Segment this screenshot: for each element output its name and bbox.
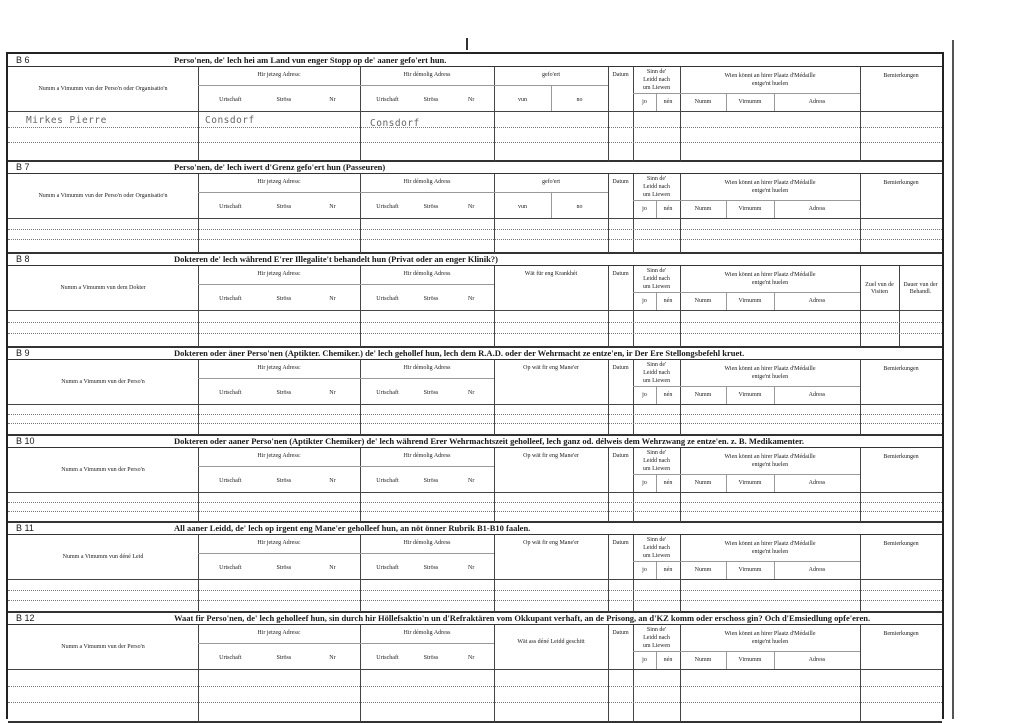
entry-row[interactable]: [8, 112, 942, 127]
medal-name-subheader: Numm: [694, 480, 712, 486]
no-subheader: nén: [663, 567, 673, 573]
medal-address-subheader: Adress: [808, 657, 826, 663]
nr-subheader: Nr: [468, 390, 475, 396]
remarks-header: Bemierkungen: [883, 454, 919, 460]
subheader-rule: [198, 466, 494, 467]
medal-header-line2: entge'nt huelen: [751, 280, 789, 286]
medal-address-subheader: Adress: [808, 392, 826, 398]
form-sheet: [6, 52, 944, 719]
medal-name-subheader: Numm: [694, 392, 712, 398]
still-alive-line3: um Liewen: [642, 643, 671, 649]
street-subheader: Ströss: [276, 296, 292, 302]
date-header: Datum: [612, 540, 629, 546]
row-separator: [8, 414, 942, 415]
entry-row[interactable]: [8, 493, 942, 502]
to-subheader: no: [576, 97, 583, 103]
medal-header-line2: entge'nt huelen: [751, 188, 789, 194]
no-subheader: nén: [663, 298, 673, 304]
remarks-header: Bemierkungen: [883, 180, 919, 186]
medal-header-line2: entge'nt huelen: [751, 639, 789, 645]
former-address-header: Hir démolig Adress: [403, 540, 451, 546]
name-column-header: Numm a Vimumm vun der Perso'n: [61, 379, 145, 385]
section-grid: [8, 625, 942, 722]
medal-name-subheader: Numm: [694, 99, 712, 105]
subheader-rule: [680, 474, 860, 475]
entry-row[interactable]: [8, 414, 942, 423]
still-alive-line1: Sinn de': [646, 176, 667, 182]
still-alive-line1: Sinn de': [646, 362, 667, 368]
row-separator: [8, 333, 942, 334]
street-subheader: Ströss: [423, 97, 439, 103]
entry-row[interactable]: [8, 239, 942, 249]
street-subheader: Ströss: [276, 97, 292, 103]
medal-header-line1: Wien könnt an hirer Plaatz d'Médaille: [724, 631, 816, 637]
place-subheader: Urtschaft: [219, 565, 242, 571]
place-subheader: Urtschaft: [219, 97, 242, 103]
current-address-header: Hir jetzeg Adress:: [257, 630, 301, 636]
date-header: Datum: [612, 179, 629, 185]
street-subheader: Ströss: [276, 390, 292, 396]
street-subheader: Ströss: [423, 565, 439, 571]
subheader-rule: [198, 192, 494, 193]
section-b11: [8, 522, 942, 612]
medal-firstname-subheader: Virnumm: [738, 99, 762, 105]
entry-former-place: Consdorf: [370, 118, 420, 129]
nr-subheader: Nr: [329, 655, 336, 661]
date-header: Datum: [612, 630, 629, 636]
transported-header: gefo'ert: [541, 72, 561, 78]
section-title: Dokteren oder äner Perso'nen (Aptikter. Chemiker.) de' lech gehollef hun, lech dem R.A.D. oder der Wehrmacht ze entze'en, ir Der Ere Stellongsbefehl kruet.: [174, 348, 745, 358]
medal-header-line2: entge'nt huelen: [751, 462, 789, 468]
subheader-rule: [198, 378, 494, 379]
subheader-rule: [680, 93, 860, 94]
medal-name-subheader: Numm: [694, 298, 712, 304]
place-subheader: Urtschaft: [376, 204, 399, 210]
duration-header: Dauer vun der Behandl.: [903, 282, 938, 295]
former-address-header: Hir démolig Adress: [403, 365, 451, 371]
current-address-header: Hir jetzeg Adress:: [257, 271, 301, 277]
place-subheader: Urtschaft: [376, 296, 399, 302]
medal-firstname-subheader: Virnumm: [738, 206, 762, 212]
no-subheader: nén: [663, 480, 673, 486]
former-address-header: Hir démolig Adress: [403, 179, 451, 185]
nr-subheader: Nr: [468, 565, 475, 571]
place-subheader: Urtschaft: [376, 478, 399, 484]
medal-firstname-subheader: Virnumm: [738, 392, 762, 398]
row-separator: [8, 142, 942, 143]
still-alive-line3: um Liewen: [642, 192, 671, 198]
no-subheader: nén: [663, 392, 673, 398]
yes-subheader: jo: [642, 480, 647, 486]
row-separator: [8, 423, 942, 424]
section-title: Perso'nen, de' lech hei am Land vun enger Stopp op de' aaner gefo'ert hun.: [174, 55, 447, 65]
sheet-edge: [952, 40, 954, 719]
still-alive-line2: Leidd nach: [643, 370, 670, 376]
entry-name: Mirkes Pierre: [26, 115, 107, 126]
subheader-rule: [680, 200, 860, 201]
top-tick-mark: [466, 38, 468, 50]
yes-subheader: jo: [642, 206, 647, 212]
visits-header: Zuel vun de Visiten: [865, 282, 894, 295]
row-separator: [8, 600, 942, 601]
section-b12: [8, 612, 942, 722]
medal-header-line1: Wien könnt an hirer Plaatz d'Médaille: [724, 272, 816, 278]
section-b9: [8, 347, 942, 435]
section-grid: [8, 266, 942, 347]
section-title: Perso'nen, de' lech iwert d'Grenz gefo'ert hun (Passeuren): [174, 162, 386, 172]
remarks-header: Bemierkungen: [883, 631, 919, 637]
street-subheader: Ströss: [423, 478, 439, 484]
what-happened-header: Wät ass déné Leidd geschitt: [517, 639, 585, 645]
street-subheader: Ströss: [276, 655, 292, 661]
name-column-header: Numm a Vimumm vun der Perso'n: [61, 467, 145, 473]
medal-header-line1: Wien könnt an hirer Plaatz d'Médaille: [724, 366, 816, 372]
row-separator: [8, 590, 942, 591]
street-subheader: Ströss: [276, 204, 292, 210]
entry-row[interactable]: [8, 127, 942, 142]
row-separator: [8, 502, 942, 503]
street-subheader: Ströss: [423, 390, 439, 396]
name-column-header: Numm a Vimumm vun déné Leid: [62, 554, 144, 560]
date-header: Datum: [612, 453, 629, 459]
entry-row[interactable]: [8, 686, 942, 702]
nr-subheader: Nr: [329, 204, 336, 210]
medal-header-line2: entge'nt huelen: [751, 549, 789, 555]
section-b10: [8, 435, 942, 522]
row-separator: [8, 702, 942, 703]
section-number: B 11: [8, 522, 169, 535]
place-subheader: Urtschaft: [219, 655, 242, 661]
former-address-header: Hir démolig Adress: [403, 453, 451, 459]
entry-row[interactable]: [8, 322, 942, 333]
medal-header-line1: Wien könnt an hirer Plaatz d'Médaille: [724, 541, 816, 547]
nr-subheader: Nr: [329, 565, 336, 571]
street-subheader: Ströss: [276, 478, 292, 484]
medal-address-subheader: Adress: [808, 567, 826, 573]
still-alive-line2: Leidd nach: [643, 276, 670, 282]
section-number: B 9: [8, 347, 169, 360]
medal-name-subheader: Numm: [694, 567, 712, 573]
name-column-header: Numm a Vimumm vun der Perso'n oder Organisatio'n: [38, 193, 168, 199]
subheader-rule: [198, 643, 494, 644]
still-alive-line3: um Liewen: [642, 85, 671, 91]
entry-row[interactable]: [8, 600, 942, 610]
section-number: B 10: [8, 435, 169, 448]
remarks-header: Bemierkungen: [883, 73, 919, 79]
row-separator: [8, 229, 942, 230]
place-subheader: Urtschaft: [376, 655, 399, 661]
still-alive-line1: Sinn de': [646, 627, 667, 633]
section-grid: [8, 360, 942, 435]
current-address-header: Hir jetzeg Adress:: [257, 179, 301, 185]
current-address-header: Hir jetzeg Adress:: [257, 540, 301, 546]
medal-header-line2: entge'nt huelen: [751, 81, 789, 87]
section-number: B 8: [8, 253, 169, 266]
medal-firstname-subheader: Virnumm: [738, 480, 762, 486]
entry-row[interactable]: [8, 670, 942, 686]
medal-header-line1: Wien könnt an hirer Plaatz d'Médaille: [724, 454, 816, 460]
name-column-header: Numm a Vimumm vun der Perso'n: [61, 644, 145, 650]
still-alive-line1: Sinn de': [646, 268, 667, 274]
current-address-header: Hir jetzeg Adress:: [257, 365, 301, 371]
medal-address-subheader: Adress: [808, 480, 826, 486]
row-separator: [8, 686, 942, 687]
medal-address-subheader: Adress: [808, 298, 826, 304]
from-subheader: vun: [518, 97, 527, 103]
row-separator: [8, 239, 942, 240]
manner-header: Op wät fir eng Mane'er: [523, 453, 579, 459]
still-alive-line1: Sinn de': [646, 450, 667, 456]
entry-row[interactable]: [8, 311, 942, 322]
entry-row[interactable]: [8, 580, 942, 590]
still-alive-line2: Leidd nach: [643, 184, 670, 190]
place-subheader: Urtschaft: [376, 390, 399, 396]
medal-address-subheader: Adress: [808, 206, 826, 212]
medal-header-line2: entge'nt huelen: [751, 374, 789, 380]
medal-firstname-subheader: Virnumm: [738, 657, 762, 663]
manner-header: Op wät fir eng Mane'er: [523, 365, 579, 371]
nr-subheader: Nr: [329, 296, 336, 302]
section-grid: [8, 448, 942, 522]
yes-subheader: jo: [642, 298, 647, 304]
entry-row[interactable]: [8, 502, 942, 511]
medal-name-subheader: Numm: [694, 206, 712, 212]
former-address-header: Hir démolig Adress: [403, 630, 451, 636]
still-alive-line1: Sinn de': [646, 537, 667, 543]
entry-row[interactable]: [8, 702, 942, 718]
nr-subheader: Nr: [329, 390, 336, 396]
medal-header-line1: Wien könnt an hirer Plaatz d'Médaille: [724, 180, 816, 186]
nr-subheader: Nr: [468, 655, 475, 661]
nr-subheader: Nr: [329, 478, 336, 484]
yes-subheader: jo: [642, 99, 647, 105]
section-title: Dokteren oder aaner Perso'nen (Aptikter Chemiker) de' lech während Erer Wehrmachtszeit geholleef, lech ganz od. délweis dem Wehrzwang ze entze'en. z. B. Medikamenter.: [174, 436, 805, 446]
still-alive-line2: Leidd nach: [643, 545, 670, 551]
former-address-header: Hir démolig Adress: [403, 72, 451, 78]
yes-subheader: jo: [642, 657, 647, 663]
section-b7: [8, 161, 942, 253]
no-subheader: nén: [663, 657, 673, 663]
subheader-rule: [680, 651, 860, 652]
still-alive-line1: Sinn de': [646, 69, 667, 75]
former-address-header: Hir démolig Adress: [403, 271, 451, 277]
row-separator: [8, 511, 942, 512]
section-title: Waat fir Perso'nen, de' lech geholleef hun, sin durch hir Höllefsaktio'n un d'Refraktären vom Okkupant verhaft, an de Prisong, an d'KZ komm oder erschoss gin? Och d'Emsiedlung opfe'eren.: [174, 613, 871, 623]
subheader-rule: [198, 85, 494, 86]
section-grid: [8, 174, 942, 253]
remarks-header: Bemierkungen: [883, 366, 919, 372]
date-header: Datum: [612, 365, 629, 371]
nr-subheader: Nr: [329, 97, 336, 103]
section-b8: [8, 253, 942, 347]
place-subheader: Urtschaft: [219, 204, 242, 210]
entry-row[interactable]: [8, 405, 942, 414]
subheader-rule: [680, 561, 860, 562]
section-number: B 6: [8, 54, 169, 67]
subheader-rule: [680, 292, 860, 293]
section-number: B 12: [8, 612, 169, 625]
subheader-rule: [198, 284, 494, 285]
subheader-rule: [680, 386, 860, 387]
still-alive-line3: um Liewen: [642, 284, 671, 290]
transported-header: gefo'ert: [541, 179, 561, 185]
date-header: Datum: [612, 72, 629, 78]
street-subheader: Ströss: [423, 296, 439, 302]
medal-header-line1: Wien könnt an hirer Plaatz d'Médaille: [724, 73, 816, 79]
manner-header: Wät für eng Krankhét: [524, 271, 578, 277]
no-subheader: nén: [663, 99, 673, 105]
place-subheader: Urtschaft: [219, 478, 242, 484]
section-title: Dokteren de' lech während E'rer Illegalite't behandelt hun (Privat oder an enger Klinik?): [174, 254, 498, 264]
nr-subheader: Nr: [468, 296, 475, 302]
section-title: All aaner Leidd, de' lech op irgent eng Mane'er geholleef hun, an nöt önner Rubrik B1-B10 faalen.: [174, 523, 531, 533]
no-subheader: nén: [663, 206, 673, 212]
row-separator: [8, 127, 942, 128]
entry-row[interactable]: [8, 219, 942, 229]
yes-subheader: jo: [642, 392, 647, 398]
subheader-rule: [198, 553, 494, 554]
place-subheader: Urtschaft: [376, 565, 399, 571]
from-subheader: vun: [518, 204, 527, 210]
name-column-header: Numm a Vimumm vun der Perso'n oder Organisatio'n: [38, 86, 168, 92]
medal-name-subheader: Numm: [694, 657, 712, 663]
entry-row[interactable]: [8, 511, 942, 520]
street-subheader: Ströss: [276, 565, 292, 571]
still-alive-line2: Leidd nach: [643, 458, 670, 464]
name-column-header: Numm a Vimumm vun dem Dokter: [60, 285, 146, 291]
street-subheader: Ströss: [423, 204, 439, 210]
current-address-header: Hir jetzeg Adress:: [257, 453, 301, 459]
section-b6: [8, 54, 942, 161]
entry-row[interactable]: [8, 423, 942, 432]
current-address-header: Hir jetzeg Adress:: [257, 72, 301, 78]
medal-firstname-subheader: Virnumm: [738, 298, 762, 304]
entry-row[interactable]: [8, 590, 942, 600]
remarks-header: Bemierkungen: [883, 541, 919, 547]
medal-address-subheader: Adress: [808, 99, 826, 105]
section-grid: [8, 67, 942, 161]
medal-firstname-subheader: Virnumm: [738, 567, 762, 573]
place-subheader: Urtschaft: [376, 97, 399, 103]
entry-row[interactable]: [8, 229, 942, 239]
entry-current-place: Consdorf: [205, 115, 255, 126]
still-alive-line3: um Liewen: [642, 553, 671, 559]
still-alive-line3: um Liewen: [642, 466, 671, 472]
nr-subheader: Nr: [468, 204, 475, 210]
row-separator: [8, 322, 942, 323]
entry-row[interactable]: [8, 142, 942, 157]
nr-subheader: Nr: [468, 478, 475, 484]
manner-header: Op wät fir eng Mane'er: [523, 540, 579, 546]
date-header: Datum: [612, 271, 629, 277]
still-alive-line2: Leidd nach: [643, 635, 670, 641]
section-number: B 7: [8, 161, 169, 174]
yes-subheader: jo: [642, 567, 647, 573]
nr-subheader: Nr: [468, 97, 475, 103]
place-subheader: Urtschaft: [219, 390, 242, 396]
section-grid: [8, 535, 942, 612]
still-alive-line3: um Liewen: [642, 378, 671, 384]
to-subheader: no: [576, 204, 583, 210]
still-alive-line2: Leidd nach: [643, 77, 670, 83]
place-subheader: Urtschaft: [219, 296, 242, 302]
street-subheader: Ströss: [423, 655, 439, 661]
entry-row[interactable]: [8, 333, 942, 344]
